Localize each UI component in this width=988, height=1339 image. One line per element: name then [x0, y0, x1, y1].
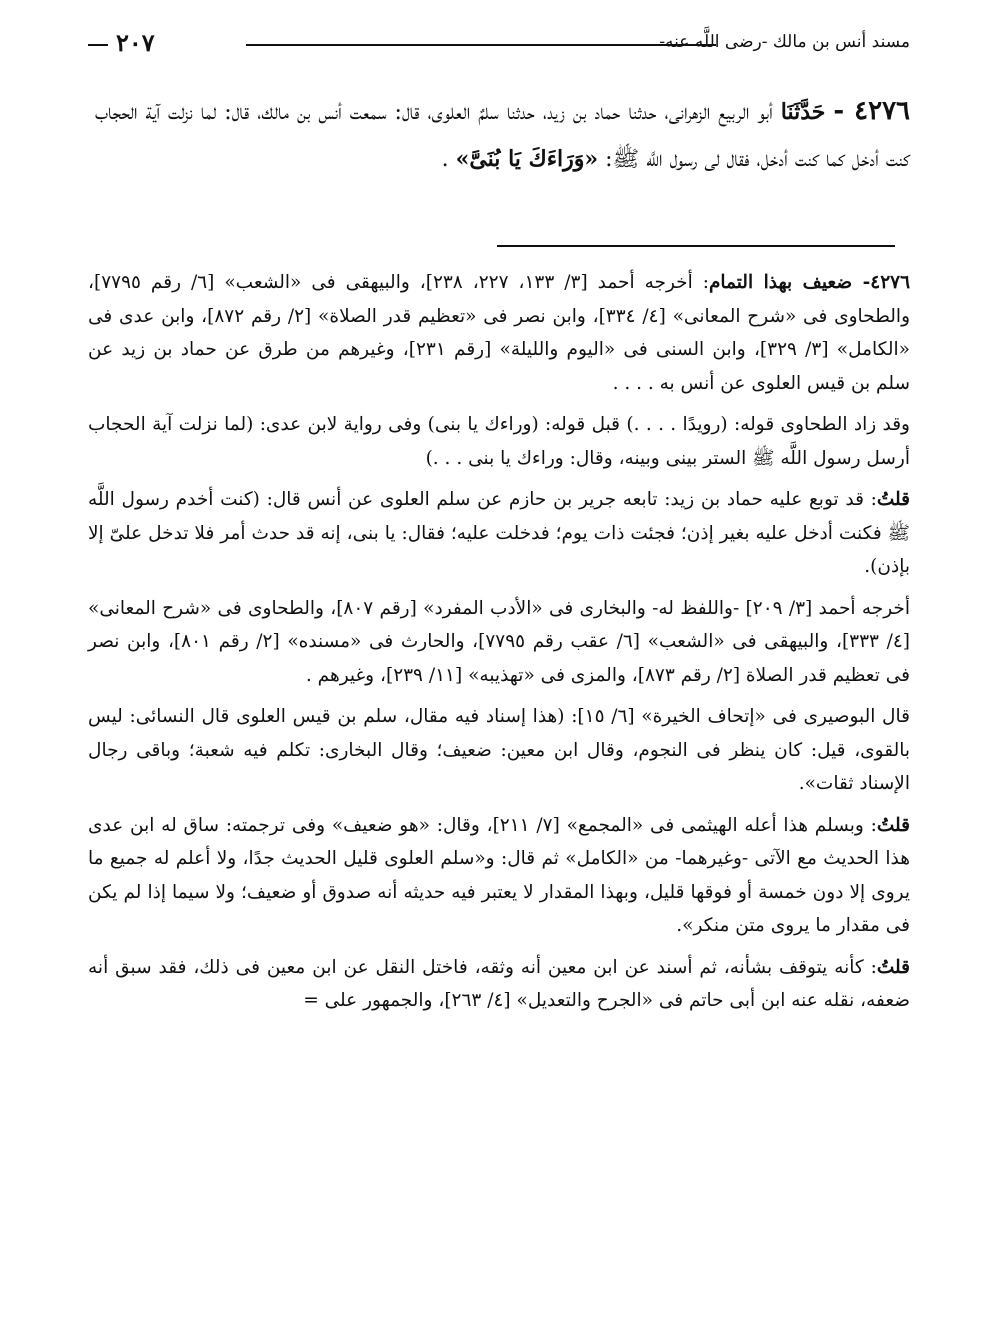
footnote-text: قال البوصيرى فى «إتحاف الخيرة» [٦/ ١٥]: (هذا إسناد فيه مقال، سلم بن قيس العلوى قال النسائى: ليس بالقوى، قيل: كان ينظر فى النجوم، وقال ابن معين: ضعيف؛ وقال البخارى: تكلم فيه شعبة؛ وباقى رجال الإسناد ثقات».: [88, 706, 910, 794]
footnote-lead: قلتُ: [876, 489, 910, 510]
footnote-text: وقد زاد الطحاوى قوله: (رويدًا . . . .) قبل قوله: (وراءك يا بنى) وفى رواية لابن عدى: (لما نزلت آية الحجاب أرسل رسول اللَّه ﷺ الستر بينى وبينه، وقال: وراءك يا بنى . . .): [88, 414, 910, 469]
hadith-end: .: [441, 147, 456, 172]
haddathana-word: حَدَّثَنَا: [780, 99, 826, 125]
header-rule: [246, 44, 716, 46]
footnote-lead: قلتُ: [876, 814, 911, 836]
footnote-paragraph: [88, 483, 910, 584]
hadith-quote: «وَرَاءَكَ يَا بُنَىَّ»: [455, 146, 599, 172]
footnote-text: أخرجه أحمد [٣/ ٢٠٩] -واللفظ له- والبخارى فى «الأدب المفرد» [رقم ٨٠٧]، والطحاوى فى «شرح المعانى» [٤/ ٣٣٣]، والبيهقى فى «الشعب» [٦/ عقب رقم ٧٧٩٥]، والحارث فى «مسنده» [٢/ رقم ٨٠١]، وابن نصر فى تعظيم قدر الصلاة [٢/ رقم ٨٧٣]، والمزى فى «تهذيبه» [١١/ ٢٣٩]، وغيرهم .: [88, 597, 910, 686]
footnote-text: : أخرجه أحمد [٣/ ١٣٣، ٢٢٧، ٢٣٨]، والبيهقى فى «الشعب» [٦/ رقم ٧٧٩٥]، والطحاوى فى «شرح المعانى» [٤/ ٣٣٤]، وابن نصر فى «تعظيم قدر الصلاة» [٢/ رقم ٨٧٢]، وابن عدى فى «الكامل» [٣/ ٣٢٩]، وابن السنى فى «اليوم والليلة» [رقم ٢٣١]، وغيرهم من طرق عن حماد بن زيد عن سلم بن قيس العلوى عن أنس به . . . .: [88, 272, 910, 394]
footnotes: [88, 266, 910, 1026]
footnote-text: : قد توبع عليه حماد بن زيد: تابعه جرير بن حازم عن سلم العلوى عن أنس قال: (كنت أخدم رسول اللَّه ﷺ فكنت أدخل عليه بغير إذن؛ فجئت ذات يوم؛ فدخلت عليه؛ فقال: يا بنى، إنه قد حدث أمر فلا تدخل علىّ إلا بإذن).: [88, 489, 910, 577]
page-number: ٢٠٧: [116, 28, 155, 57]
header-dash: [88, 44, 108, 46]
footnote-paragraph: [88, 700, 910, 801]
footnote-separator: [497, 245, 895, 247]
footnote-paragraph: [88, 592, 910, 693]
footnote-paragraph: [88, 408, 910, 475]
footnote-lead: قلتُ: [876, 956, 910, 978]
footnote-text: : وبسلم هذا أعله الهيثمى فى «المجمع» [٧/ ٢١١]، وقال: «هو ضعيف» وفى ترجمته: ساق له ابن عدى هذا الحديث مع الآتى -وغيرهما- من «الكامل» ثم قال: و«سلم العلوى قليل الحديث جدًا، ولا أعلم له جميع ما يروى إلا دون خمسة أو فوقها قليل، وبهذا المقدار لا يعتبر فيه حديثه أنه صدوق أو ضعيف؛ ولا سيما إذا لم يكن فى مقدار ما يروى متن منكر».: [88, 814, 910, 936]
page-header: [88, 28, 910, 62]
footnote-text: : كأنه يتوقف بشأنه، ثم أسند عن ابن معين أنه وثقه، فاختل النقل عن ابن معين فى ذلك، فقد سبق أنه ضعفه، نقله عنه ابن أبى حاتم فى «الجرح والتعديل» [٤/ ٢٦٣]، والجمهور على =: [88, 956, 910, 1011]
footnote-paragraph: [88, 809, 910, 943]
footnote-paragraph: [88, 951, 910, 1018]
hadith-number: ٤٢٧٦ -: [833, 96, 911, 126]
hadith-text: [95, 88, 910, 183]
footnote-lead: ٤٢٧٦- ضعيف بهذا التمام: [708, 272, 911, 293]
running-title: مسند أنس بن مالك -رضى اللَّه عنه-: [659, 32, 910, 52]
footnote-paragraph: [88, 266, 910, 400]
hadith-body: أبو الربيع الزهرانى، حدثنا حماد بن زيد، حدثنا سلمٌ العلوى، قال: سمعت أنس بن مالك، قال: لما نزلت آية الحجاب كنت أدخل كما كنت أدخل، فقال لى رسول اللَّه ﷺ:: [95, 100, 910, 172]
